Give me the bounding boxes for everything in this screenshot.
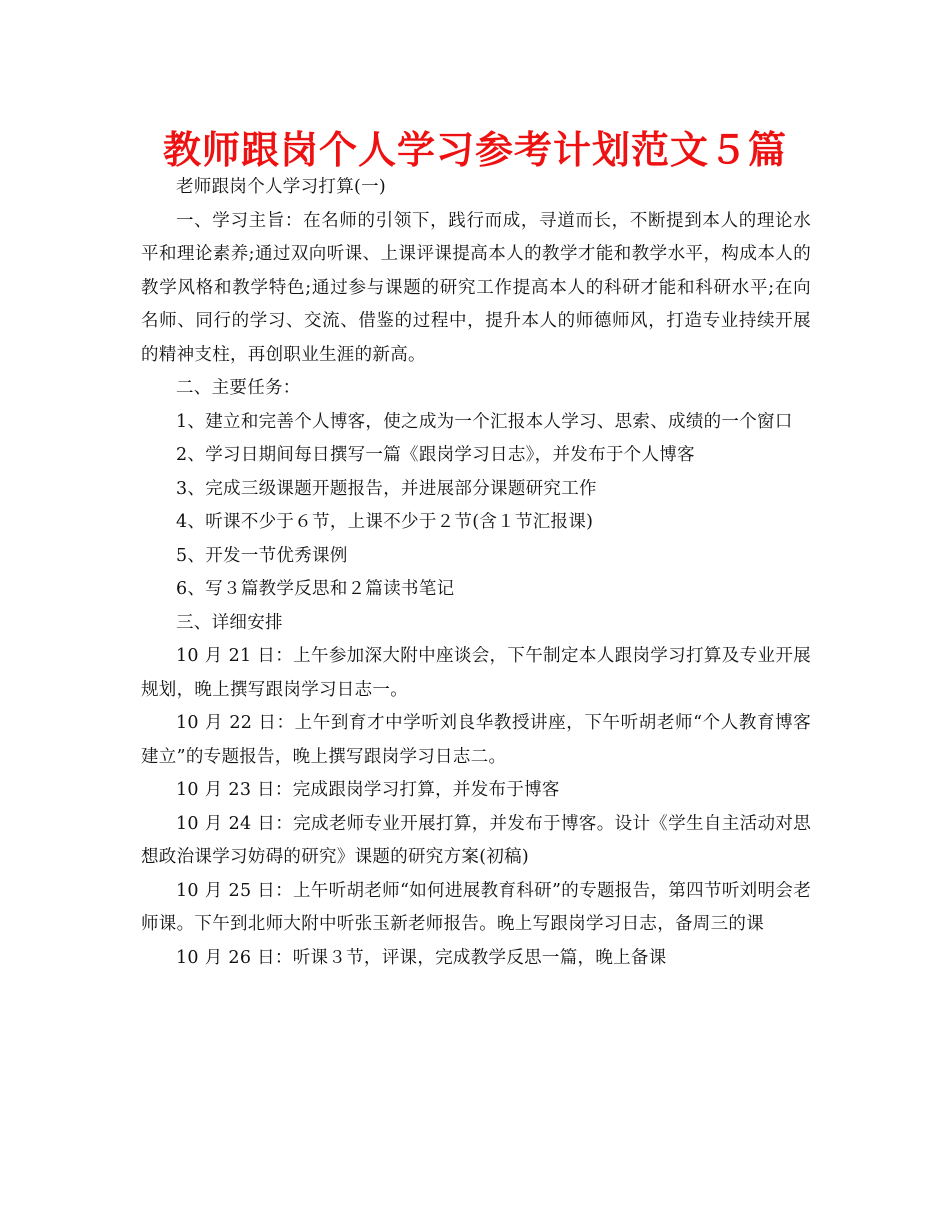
section-heading-schedule: 三、详细安排 [176, 612, 283, 633]
schedule-entry-oct-21: 10 月 21 日：上午参加深大附中座谈会，下午制定本人跟岗学习打算及专业开展规划，晚上撰写跟岗学习日志一。 [141, 646, 811, 700]
schedule-entry-oct-23: 10 月 23 日：完成跟岗学习打算，并发布于博客 [176, 780, 560, 800]
task-item-3: 3、完成三级课题开题报告，并进展部分课题研究工作 [176, 478, 597, 499]
schedule-entry-oct-22: 10 月 22 日：上午到育才中学听刘良华教授讲座，下午听胡老师“个人教育博客建立”的专题报告，晚上撰写跟岗学习日志二。 [141, 713, 811, 767]
section-heading-tasks: 二、主要任务： [176, 378, 301, 398]
schedule-entry-oct-26: 10 月 26 日：听课３节，评课，完成教学反思一篇，晚上备课 [176, 947, 667, 968]
document-body [141, 171, 811, 975]
task-item-5: 5、开发一节优秀课例 [176, 545, 348, 566]
schedule-entry-oct-25: 10 月 25 日：上午听胡老师“如何进展教育科研”的专题报告，第四节听刘明会老师课。下午到北师大附中听张玉新老师报告。晚上写跟岗学习日志，备周三的课 [141, 880, 811, 934]
document-title: 教师跟岗个人学习参考计划范文５篇 [162, 128, 787, 172]
paragraph-purpose: 一、学习主旨：在名师的引领下，践行而成，寻道而长，不断提到本人的理论水平和理论素养;通过双向听课、上课评课提高本人的教学才能和教学水平，构成本人的教学风格和教学特色;通过参与课题的研究工作提高本人的科研才能和科研水平;在向名师、同行的学习、交流、借鉴的过程中，提升本人的师德师风，打造专业持续开展的精神支柱，再创职业生涯的新高。 [141, 210, 811, 365]
section-heading-plan: 老师跟岗个人学习打算(一) [176, 177, 387, 197]
task-item-2: 2、学习日期间每日撰写一篇《跟岗学习日志》，并发布于个人博客 [176, 445, 695, 465]
task-item-1: 1、建立和完善个人博客，使之成为一个汇报本人学习、思索、成绩的一个窗口 [176, 411, 793, 432]
task-item-4: 4、听课不少于６节，上课不少于２节(含１节汇报课) [176, 512, 594, 532]
schedule-entry-oct-24: 10 月 24 日：完成老师专业开展打算，并发布于博客。设计《学生自主活动对思想政治课学习妨碍的研究》课题的研究方案(初稿) [141, 813, 811, 867]
task-item-6: 6、写３篇教学反思和２篇读书笔记 [176, 579, 455, 599]
